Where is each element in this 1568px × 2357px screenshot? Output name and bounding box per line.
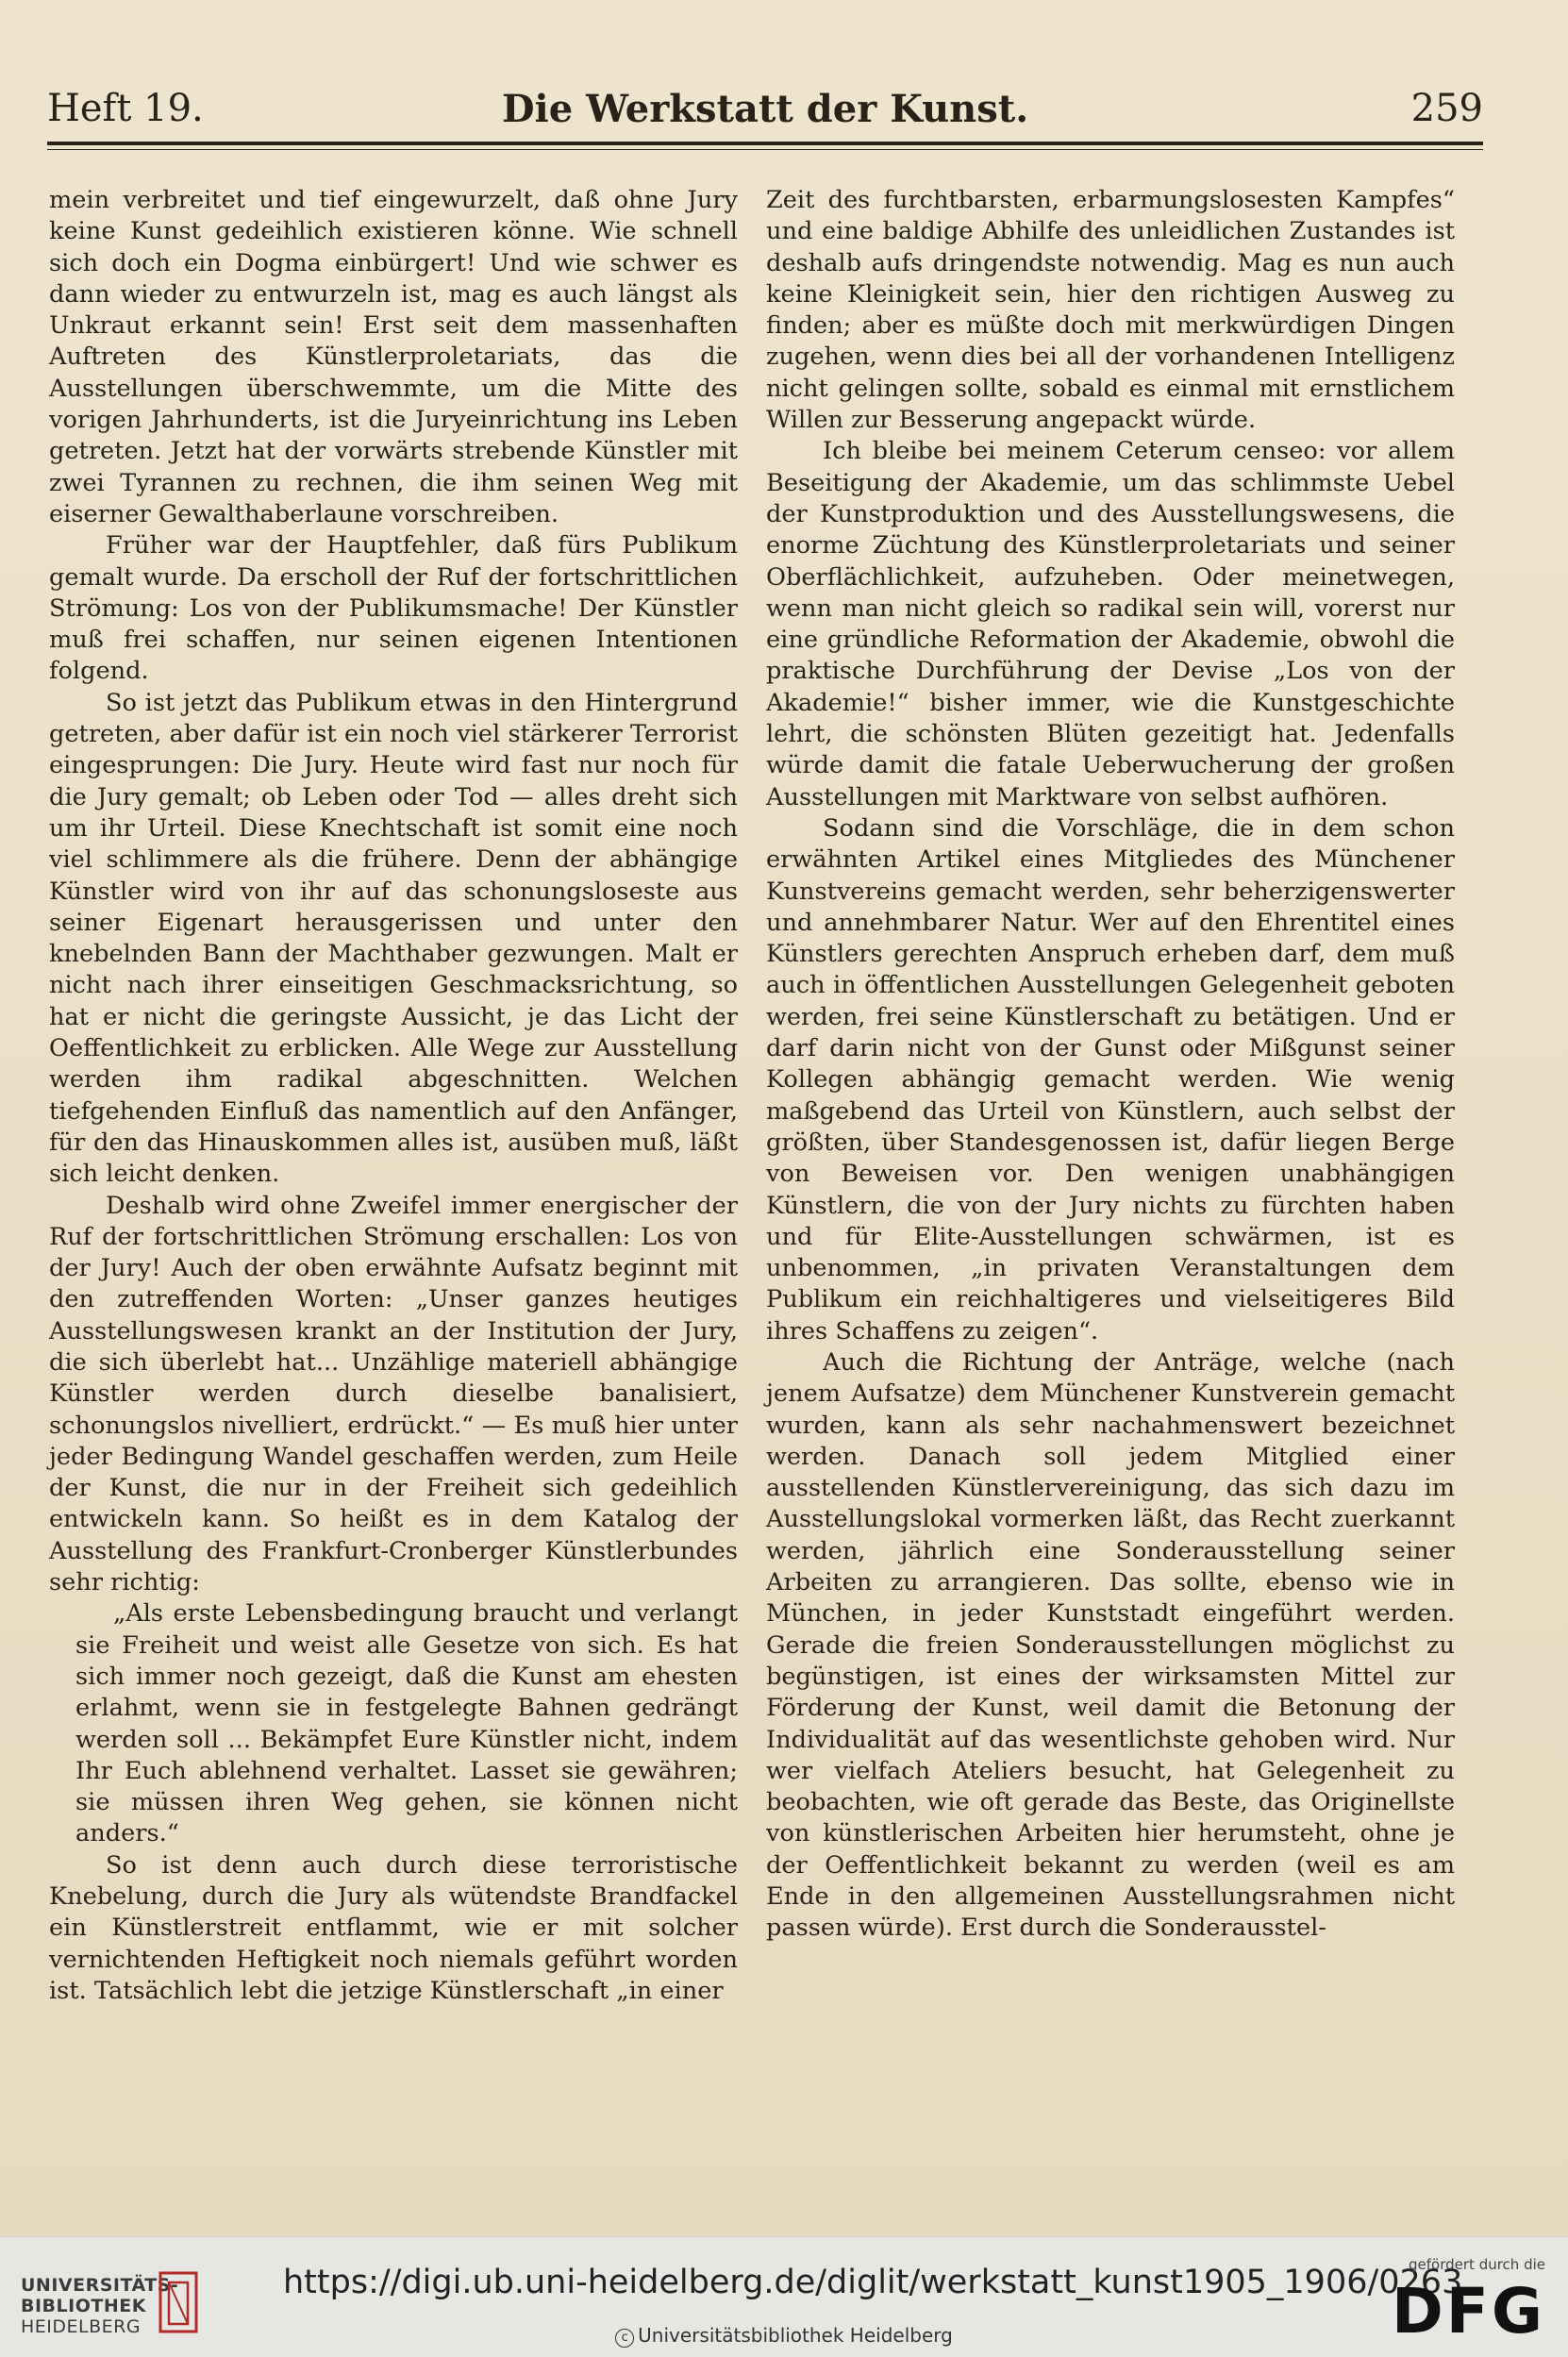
page-number: 259 (1410, 87, 1483, 130)
header-rule-thin (47, 149, 1483, 150)
left-column (49, 185, 738, 2007)
issue-label: Heft 19. (47, 87, 204, 130)
page-header (47, 87, 1483, 140)
paragraph: So ist jetzt das Publikum etwas in den Hintergrund getreten, aber dafür ist ein noch viel stärkerer Terrorist eingesprungen: Die Jury. Heute wird fast nur noch für die Jury gemalt; ob Leben oder Tod — alles dreht sich um ihr Urteil. Diese Knechtschaft ist somit eine noch viel schlimmere als die frühere. Denn der abhängige Künstler wird von ihr auf das schonungsloseste aus seiner Eigenart herausgerissen und unter den knebelnden Bann der Machthaber gezwungen. Malt er nicht nach ihrer einseitigen Geschmacksrichtung, so hat er nicht die geringste Aussicht, je das Licht der Oeffentlichkeit zu erblicken. Alle Wege zur Ausstellung werden ihm radikal abgeschnitten. Welchen tiefgehenden Einfluß das namentlich auf den Anfänger, für den das Hinauskommen alles ist, ausüben muß, läßt sich leicht denken. (49, 688, 738, 1189)
paragraph: So ist denn auch durch diese terroristische Knebelung, durch die Jury als wütendste Brandfackel ein Künstlerstreit entflammt, wie er mit solcher vernichtenden Heftigkeit noch niemals geführt worden ist. Tatsächlich lebt die jetzige Künstlerschaft „in einer (49, 1850, 738, 2005)
funded-by-label: gefördert durch die (1409, 2256, 1545, 2273)
paragraph: Sodann sind die Vorschläge, die in dem schon erwähnten Artikel eines Mitgliedes des Münchener Kunstvereins gemacht werden, sehr beherzigenswerter und annehmbarer Natur. Wer auf den Ehrentitel eines Künstlers gerechten Anspruch erheben darf, dem muß auch in öffentlichen Ausstellungen Gelegenheit geboten werden, frei seine Künstlerschaft zu betätigen. Und er darf darin nicht von der Gunst oder Mißgunst seiner Kollegen abhängig gemacht werden. Wie wenig maßgebend das Urteil von Künstlern, auch selbst der größten, über Standesgenossen ist, dafür liegen Berge von Beweisen vor. Den wenigen unabhängigen Künstlern, die von der Jury nichts zu fürchten haben und für Elite-Ausstellungen schwärmen, ist es unbenommen, „in privaten Veranstaltungen dem Publikum ein reichhaltigeres und vielseitigeres Bild ihres Schaffens zu zeigen“. (766, 813, 1455, 1346)
paragraph: Deshalb wird ohne Zweifel immer energischer der Ruf der fortschrittlichen Strömung erschallen: Los von der Jury! Auch der oben erwähnte Aufsatz beginnt mit den zutreffenden Worten: „Unser ganzes heutiges Ausstellungswesen krankt an der Institution der Jury, die sich überlebt hat... Unzählige materiell abhängige Künstler werden durch dieselbe banalisiert, schonungslos nivelliert, erdrückt.“ — Es muß hier unter jeder Bedingung Wandel geschaffen werden, zum Heile der Kunst, die nur in der Freiheit sich gedeihlich entwickeln kann. So heißt es in dem Katalog der Ausstellung des Frankfurt-Cronberger Künstlerbundes sehr richtig: (49, 1191, 738, 1597)
dfg-logo[interactable] (1376, 2256, 1545, 2347)
copyright-notice (0, 2324, 1568, 2348)
viewer-footer (0, 2236, 1568, 2357)
copyright-icon: c (615, 2329, 634, 2348)
logo-text-line1: UNIVERSITÄTS- (21, 2275, 179, 2296)
logo-text-line3: HEIDELBERG (21, 2316, 142, 2337)
paragraph: Auch die Richtung der Anträge, welche (nach jenem Aufsatze) dem Münchener Kunstverein gemacht wurden, kann als sehr nachahmenswert bezeichnet werden. Danach soll jedem Mitglied einer ausstellenden Künstlervereinigung, das sich dazu im Ausstellungslokal vormerken läßt, das Recht zuerkannt werden, jährlich eine Sonderausstellung seiner Arbeiten zu arrangieren. Das sollte, ebenso wie in München, in jeder Kunststadt eingeführt werden. Gerade die freien Sonderausstellungen möglichst zu begünstigen, ist eines der wirksamsten Mittel zur Förderung der Kunst, weil damit die Betonung der Individualität auf das wesentlichste gehoben wird. Nur wer vielfach Ateliers besucht, hat Gelegenheit zu beobachten, wie oft gerade das Beste, das Originellste von künstlerischen Arbeiten hier herumsteht, ohne je der Oeffentlichkeit bekannt zu werden (weil es am Ende in den allgemeinen Ausstellungsrahmen nicht passen würde). Erst durch die Sonderausstel- (766, 1347, 1455, 1943)
paragraph: Ich bleibe bei meinem Ceterum censeo: vor allem Beseitigung der Akademie, um das schlimmste Uebel der Kunstproduktion und des Ausstellungswesens, die enorme Züchtung des Künstlerproletariats und seiner Oberflächlichkeit, aufzuheben. Oder meinetwegen, wenn man nicht gleich so radikal sein will, vorerst nur eine gründliche Reformation der Akademie, obwohl die praktische Durchführung der Devise „Los von der Akademie!“ bisher immer, wie die Kunstgeschichte lehrt, die schönsten Blüten gezeitigt hat. Jedenfalls würde damit die fatale Ueberwucherung der großen Ausstellungen mit Marktware von selbst aufhören. (766, 437, 1455, 811)
header-rule (47, 142, 1483, 145)
block-quote: „Als erste Lebensbedingung braucht und verlangt sie Freiheit und weist alle Gesetze von sich. Es hat sich immer noch gezeigt, daß die Kunst am ehesten erlahmt, wenn sie in festgelegte Bahnen gedrängt werden soll ... Bekämpfet Eure Künstler nicht, indem Ihr Euch ablehnend verhaltet. Lasset sie gewähren; sie müssen ihren Weg gehen, sie können nicht anders.“ (75, 1599, 738, 1848)
dfg-wordmark: DFG (1391, 2275, 1545, 2348)
journal-title: Die Werkstatt der Kunst. (501, 87, 1029, 131)
logo-text-line2: BIBLIOTHEK (21, 2296, 146, 2316)
copyright-text: Universitätsbibliothek Heidelberg (638, 2324, 953, 2347)
paragraph: Früher war der Hauptfehler, daß fürs Publikum gemalt wurde. Da erscholl der Ruf der fortschrittlichen Strömung: Los von der Publikumsmache! Der Künstler muß frei schaffen, nur seinen eigenen Intentionen folgend. (49, 531, 738, 686)
paragraph: Zeit des furchtbarsten, erbarmungslosesten Kampfes“ und eine baldige Abhilfe des unleidlichen Zustandes ist deshalb aufs dringendste notwendig. Mag es nun auch keine Kleinigkeit sein, hier den richtigen Ausweg zu finden; aber es müßte doch mit merkwürdigen Dingen zugehen, wenn dies bei all der vorhandenen Intelligenz nicht gelingen sollte, sobald es einmal mit ernstlichem Willen zur Besserung angepackt würde. (766, 186, 1455, 435)
permalink-url[interactable]: https://digi.ub.uni-heidelberg.de/diglit/werkstatt_kunst1905_1906/0263 (283, 2264, 1463, 2301)
paragraph: mein verbreitet und tief eingewurzelt, daß ohne Jury keine Kunst gedeihlich existieren könne. Wie schnell sich doch ein Dogma einbürgert! Und wie schwer es dann wieder zu entwurzeln ist, mag es auch längst als Unkraut erkannt sein! Erst seit dem massenhaften Auftreten des Künstlerproletariats, das die Ausstellungen überschwemmte, um die Mitte des vorigen Jahrhunderts, ist die Juryeinrichtung ins Leben getreten. Jetzt hat der vorwärts strebende Künstler mit zwei Tyrannen zu rechnen, die ihm seinen Weg mit eiserner Gewalthaberlaune vorschreiben. (49, 186, 738, 528)
right-column (766, 185, 1455, 1945)
